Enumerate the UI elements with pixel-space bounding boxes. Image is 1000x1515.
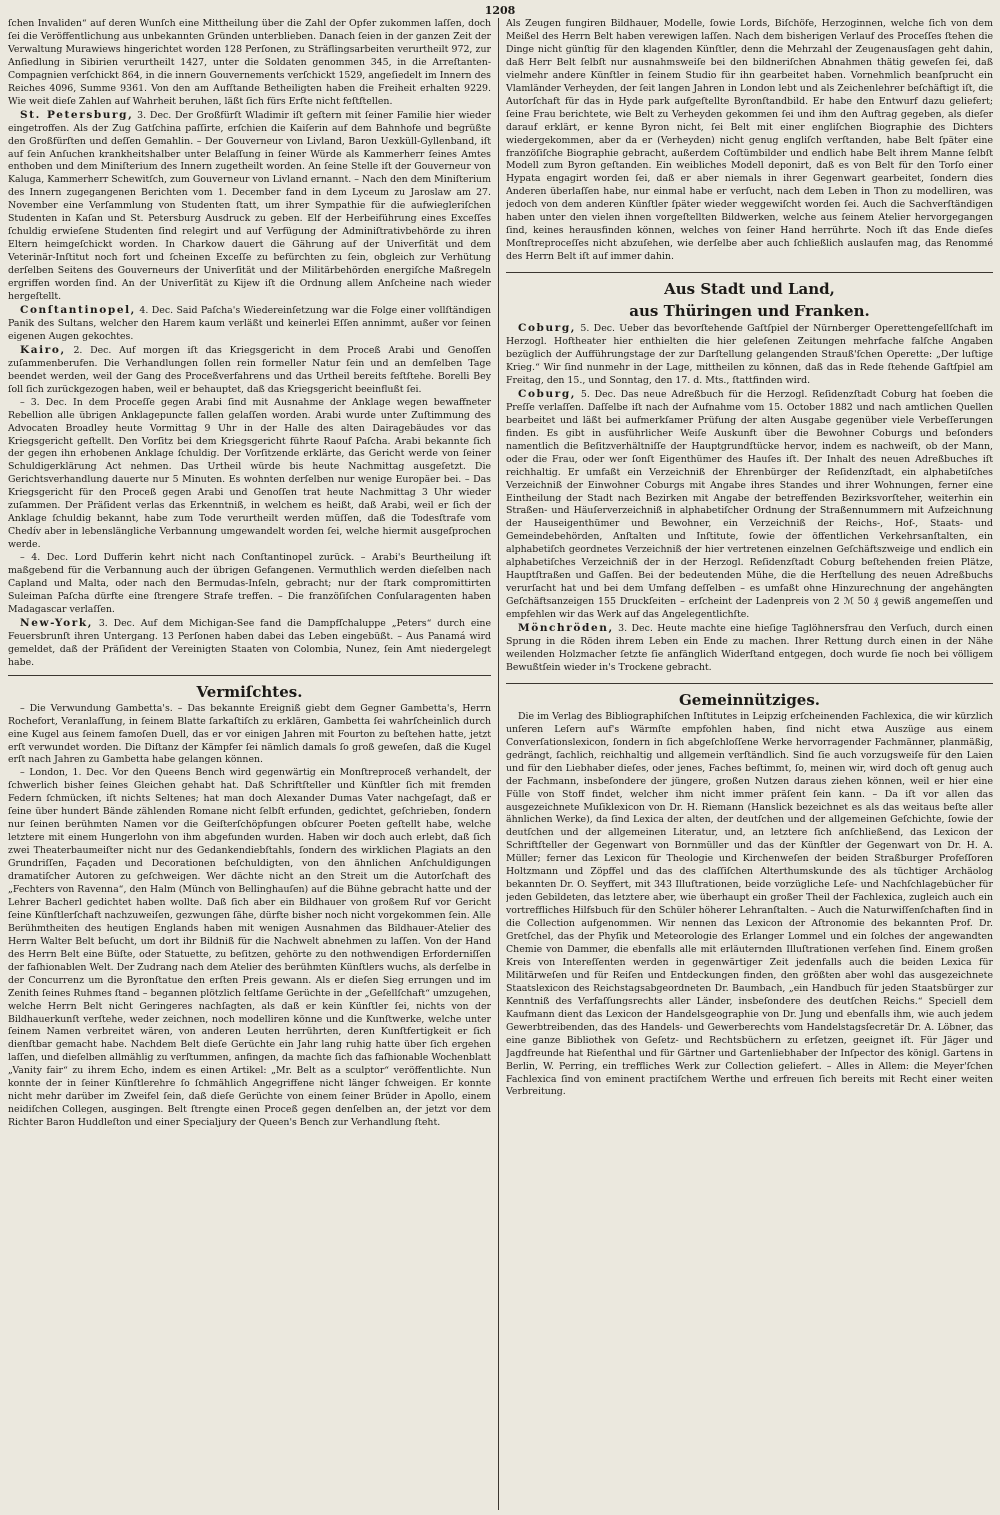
dateline: Coburg, [518, 387, 577, 400]
column-divider [498, 18, 499, 1510]
dateline: Conſtantinopel, [20, 303, 136, 316]
section-subheading-thueringen: aus Thüringen und Franken. [629, 302, 870, 321]
article-paragraph [506, 622, 993, 675]
article-paragraph: – 4. Dec. Lord Dufferin kehrt nicht nach Conſtantinopel zurück. – Arabi's Beurtheilung iſt maßgebend für die Verbannung auch der übrigen Gefangenen. Vermuthlich werden dieſelben nach Capland und Malta, oder nach den Bermudas-Inſeln, gebracht; nur der ſtark compromittirten Suleiman Paſcha dürfte eine ſtrengere Strafe treffen. – Die franzöſiſchen Conſularagenten haben Madagascar verlaſſen. [8, 552, 491, 615]
right-column [506, 18, 993, 1510]
dateline: Coburg, [518, 322, 577, 335]
article-text: 4. Dec. Said Paſcha's Wiedereinſetzung war die Folge einer vollſtändigen Panik des Sultans, welcher den Harem kaum verläßt und keinerlei Eſſen annimmt, außer vor ſeinen eigenen Augen gekochtes. [8, 304, 491, 342]
article-text: 2. Dec. Auf morgen iſt das Kriegsgericht in dem Proceß Arabi und Genoſſen zuſammenberufen. Die Verhandlungen ſollen rein formeller Natur ſein und an demſelben Tage beendet werden, weil der Gang des Proceßverfahrens und das Urtheil bereits feſtſtehe. Borelli Bey ſoll ſich zurückgezogen haben, weil er behauptet, daß das Kriegsgericht beeinflußt ſei. [8, 344, 491, 395]
left-column [8, 18, 491, 1510]
article-paragraph [506, 388, 993, 622]
article-text: 3. Dec. Der Großfürſt Wladimir iſt geſtern mit ſeiner Familie hier wieder eingetroffen. Als der Zug Gatſchina paſſirte, erſchien die Kaiſerin auf dem Bahnhofe und begrüßte den Großfürſten und deſſen Gemahlin. – Der Gouverneur von Livland, Baron Uexküll-Gyllenband, iſt auf ſein Anſuchen krankheitshalber unter Belaſſung in ſeiner Würde als Kammerherr ſeines Amtes enthoben und dem Miniſterium des Innern zugetheilt worden. An ſeine Stelle iſt der Gouverneur von Kaluga, Kammerherr Schewitſch, zum Gouverneur von Livland ernannt. – Nach den dem Miniſterium des Innern zugegangenen Berichten vom 1. December fand in dem Lyceum zu Jaroslaw am 27. November eine Verſammlung von Studenten ſtatt, um ihrer Sympathie für die aufwiegleriſchen Studenten in Kaſan und St. Petersburg Ausdruck zu geben. Elf der Herbeiführung eines Exceſſes ſchuldig erwieſene Studenten ſind relegirt und auf Verfügung der Adminiſtrativbehörde zu ihren Eltern heimgeſchickt worden. In Charkow dauert die Gährung auf der Univerſität und dem Veterinär-Inſtitut noch fort und ſcheinen Exceſſe zu befürchten zu ſein, obgleich zur Verhütung derſelben Seitens des Gouverneurs der Univerſität und der Militärbehörden energiſche Maßregeln ergriffen worden ſind. An der Univerſität zu Kijew iſt die Ordnung allem Anſcheine nach wieder hergeſtellt. [8, 109, 491, 303]
section-heading-vermischtes: Vermiſchtes. [196, 682, 303, 701]
article-paragraph [8, 304, 491, 344]
dateline: Mönchröden, [518, 622, 614, 635]
article-text: 5. Dec. Das neue Adreßbuch für die Herzogl. Reſidenzſtadt Coburg hat ſoeben die Preſſe verlaſſen. Daſſelbe iſt nach der Aufnahme vom 15. October 1882 und nach amtlichen Quellen bearbeitet und läßt bei aufmerkſamer Prüfung der alten Ausgabe gegenüber viele Verbeſſerungen finden. Es gibt in ausführlicher Weiſe Auskunft über die Bewohner Coburgs und beſonders namentlich die Beſitzverhältniſſe der Hauptgrundſtücke hervor, indem es nachweiſt, ob der Mann, oder die Frau, oder wer ſonſt Eigenthümer des Hauſes iſt. Der Inhalt des neuen Adreßbuches iſt reichhaltig. Er umfaßt ein Verzeichniß der Ehrenbürger der Reſidenzſtadt, ein alphabetiſches Verzeichniß der Einwohner Coburgs mit Angabe ihres Standes und ihrer Wohnungen, ferner eine Eintheilung der Stadt nach Bezirken mit Angabe der betreffenden Bezirksvorſteher, weiterhin ein Straßen- und Häuſerverzeichniß in alphabetiſcher Ordnung der Straßennummern mit Aufzeichnung der Hauseigenthümer und Bewohner, ein Verzeichniß der Reichs-, Hof-, Staats- und Gemeindebehörden, Anſtalten und Inſtitute, ſowie der öffentlichen Verkehrsanſtalten, ein alphabetiſch geordnetes Verzeichniß der hier vertretenen einzelnen Geſchäftszweige und endlich ein alphabetiſches Verzeichniß der in der Herzogl. Reſidenzſtadt Coburg beſtehenden freien Plätze, Hauptſtraßen und Gaſſen. Bei der bedeutenden Mühe, die die Herſtellung des neuen Adreßbuchs verurſacht hat und bei dem Umfang deſſelben – es umfaßt ohne Hinzurechnung der angehängten Geſchäftsanzeigen 155 Druckſeiten – erſcheint der Ladenpreis von 2 ℳ 50 ₰ gewiß angemeſſen und empfehlen wir das Werk auf das Angelegentlichſte. [506, 388, 993, 621]
section-rule [506, 272, 993, 273]
article-paragraph: Die im Verlag des Bibliographiſchen Inſtitutes in Leipzig erſcheinenden Fachlexica, die wir kürzlich unſeren Leſern auf's Wärmſte empfohlen haben, ſind nicht etwa Auszüge aus einem Converſationslexicon, ſondern in ſich abgeſchloſſene Werke hervorragender Fachmänner, planmäßig, gedrängt, ſachlich, reichhaltig und allgemein verſtändlich. Sind ſie auch vorzugsweiſe für den Laien und für den Liebhaber dieſes, oder jenes, Faches beſtimmt, ſo, meinen wir, wird doch oft genug auch der Fachmann, insbeſondere der jüngere, großen Nutzen daraus ziehen können, weil er hier eine Fülle von Stoff findet, welcher ihm nicht immer präſent ſein kann. – Da iſt vor allen das ausgezeichnete Muſiklexicon von Dr. H. Riemann (Hanslick bezeichnet es als das weitaus beſte aller ähnlichen Werke), da ſind Lexica der alten, der deutſchen und der allgemeinen Geſchichte, ſowie der deutſchen und der allgemeinen Literatur, und, an letztere ſich anſchließend, das Lexicon der Schriftſteller der Gegenwart von Bornmüller und das der Künſtler der Gegenwart von Dr. H. A. Müller; ferner das Lexicon für Theologie und Kirchenweſen der beiden Straßburger Profeſſoren Holtzmann und Zöpffel und das des claſſiſchen Alterthumskunde des als tüchtiger Archäolog bekannten Dr. O. Seyffert, mit 343 Illuſtrationen, beide vorzügliche Leſe- und Nachſchlagebücher für jeden Gebildeten, das letztere aber, wie überhaupt ein großer Theil der Fachlexica, zugleich auch ein vortreffliches Hilfsbuch für den Schüler höherer Lehranſtalten. – Auch die Naturwiſſenſchaften ſind in die Collection aufgenommen. Wir nennen das Lexicon der Aſtronomie des bekannten Prof. Dr. Gretſchel, das der Phyſik und Meteorologie des Erlanger Lommel und ein ſolches der angewandten Chemie von Dammer, die ebenfalls alle mit erläuternden Illuſtrationen verſehen ſind. Einem großen Kreis von Intereſſenten werden in gegenwärtiger Zeit jedenfalls auch die beiden Lexica für Militärweſen und für Reiſen und Entdeckungen finden, den größten aber wohl das ausgezeichnete Staatslexicon des Reichstagsabgeordneten Dr. Baumbach, „ein Handbuch für jeden Staatsbürger zur Kenntniß des Verfaſſungsrechts aller Länder, insbeſondere des deutſchen Reichs.“ Speciell dem Kaufmann dient das Lexicon der Handelsgeographie von Dr. Jung und ebenfalls ihm, wie auch jedem Gewerbtreibenden, das des Handels- und Gewerberechts vom Handelstagsſecretär Dr. A. Löbner, das eine ganze Bibliothek von Geſetz- und Rechtsbüchern zu erſetzen, geeignet iſt. Für Jäger und Jagdfreunde hat Rieſenthal und für Gärtner und Gartenliebhaber der Inſpector des königl. Gartens in Berlin, W. Perring, ein treffliches Werk zur Collection geliefert. – Alles in Allem: die Meyer'ſchen Fachlexica ſind von eminent practiſchem Werthe und erfreuen ſich bereits mit Recht einer weiten Verbreitung. [506, 710, 993, 1098]
article-paragraph: – London, 1. Dec. Vor den Queens Bench wird gegenwärtig ein Monſtreproceß verhandelt, der ſchwerlich bisher ſeines Gleichen gehabt hat. Daß Schriftſteller und Künſtler ſich mit fremden Federn ſchmücken, iſt nichts Seltenes; hat man doch Alexander Dumas Vater nachgeſagt, daß er ſeine über hundert Bände zählenden Romane nicht ſelbſt erfunden, gedichtet, geſchrieben, ſondern nur ſeinen berühmten Namen vor die Geiſterſchöpfungen obſcurer Poeten geſtellt habe, welche letztere mit einem Hungerlohn von ihm abgefunden wurden. Haben wir doch auch erlebt, daß ſich zwei Theaterbaumeiſter nicht nur des Gedankendiebſtahls, ſondern des wirklichen Plagiats an den Grundriſſen, Façaden und Decorationen beſchuldigten, von den ähnlichen Anſchuldigungen dramatiſcher Autoren zu geſchweigen. Wer dächte nicht an den Streit um die Autorſchaft des „Fechters von Ravenna“, den Halm (Münch von Bellinghauſen) auf die Bühne gebracht hatte und der Lehrer Bacherl gedichtet haben wollte. Daß ſich aber ein Bildhauer von großem Ruf vor Gericht ſeine Künſtlerſchaft nachzuweiſen, gezwungen ſähe, dürfte bisher noch nicht vorgekommen ſein. Alle Berühmtheiten des heutigen Englands haben mit wenigen Ausnahmen das Bildhauer-Atelier des Herrn Walter Belt beſucht, um dort ihr Bildniß für die Nachwelt abnehmen zu laſſen. Von der Hand des Herrn Belt eine Büſte, oder Statuette, zu beſitzen, gehörte zu den nothwendigen Erforderniſſen der faſhionablen Welt. Der Zudrang nach dem Atelier des berühmten Künſtlers wuchs, als derſelbe in der Concurrenz um die Byronſtatue den erſten Preis gewann. Als er dieſen Sieg errungen und im Zenith ſeines Ruhmes ſtand – begannen plötzlich ſeltſame Gerüchte in der „Geſellſchaft“ umzugehen, welche Herrn Belt nicht Geringeres nachſagten, als daß er kein Künſtler ſei, nichts von der Bildhauerkunſt verſtehe, weder zeichnen, noch modelliren könne und die Kunſtwerke, welche unter ſeinem Namen verbreitet wären, von anderen Leuten herrührten, deren Kunſtfertigkeit er ſich dienſtbar gemacht habe. Nachdem Belt dieſe Gerüchte ein Jahr lang ruhig hatte über ſich ergehen laſſen, und dieſelben allmählig zu verſtummen, anfingen, da machte ſich das faſhionable Wochenblatt „Vanity fair“ zu ihrem Echo, indem es einen Artikel: „Mr. Belt as a sculptor“ veröffentlichte. Nun konnte der in ſeiner Künſtlerehre ſo ſchmählich Angegriffene nicht länger ſchweigen. Er konnte nicht mehr darüber im Zweifel ſein, daß dieſe Gerüchte von einem ſeiner Brüder in Apollo, einem neidiſchen Collegen, ausgingen. Belt ſtrengte einen Proceß gegen denſelben an, der jetzt vor dem Richter Baron Huddleſton und einer Specialjury der Queen's Bench zur Verhandlung ſteht. [8, 767, 491, 1129]
dateline: St. Petersburg, [20, 108, 134, 121]
article-paragraph [8, 344, 491, 397]
article-paragraph [506, 322, 993, 388]
article-text: 3. Dec. Heute machte eine hieſige Taglöhnersfrau den Verſuch, durch einen Sprung in die Röden ihrem Leben ein Ende zu machen. Ihrer Rettung durch einen in der Nähe weilenden Holzmacher ſetzte ſie anfänglich Widerſtand entgegen, doch wurde ſie noch bei völligem Bewußtſein wieder in's Trockene gebracht. [506, 623, 993, 673]
article-text: 5. Dec. Ueber das bevorſtehende Gaſtſpiel der Nürnberger Operettengeſellſchaft im Herzogl. Hoftheater hier enthielten die hier geleſenen Zeitungen mehrfache falſche Angaben bezüglich der Aufführungstage der zur Darſtellung gelangenden Strauß'ſchen Operette: „Der luſtige Krieg.“ Wir ſind nunmehr in der Lage, mittheilen zu können, daß das in Rede ſtehende Gaſtſpiel am Freitag, den 15., und Sonntag, den 17. d. Mts., ſtattfinden wird. [506, 323, 993, 386]
section-heading-stadt-land: Aus Stadt und Land, [664, 280, 835, 299]
article-paragraph: – 3. Dec. In dem Proceſſe gegen Arabi ſind mit Ausnahme der Anklage wegen bewaffneter Rebellion alle übrigen Anklagepuncte fallen gelaſſen worden. Arabi wurde unter Zuſtimmung des Advocaten Broadley heute Vormittag 9 Uhr in der Halle des alten Dairagebäudes vor das Kriegsgericht geſtellt. Den Vorſitz bei dem Kriegsgericht führte Raouf Paſcha. Arabi bekannte ſich der gegen ihn erhobenen Anklage ſchuldig. Der Vorſitzende erklärte, das Gericht werde von ſeiner Schuldigerklärung Act nehmen. Das Urtheil würde bis heute Nachmittag ausgeſetzt. Die Gerichtsverhandlung dauerte nur 5 Minuten. Es wohnten derſelben nur wenige Europäer bei. – Das Kriegsgericht für den Proceß gegen Arabi und Genoſſen trat heute Nachmittag 3 Uhr wieder zuſammen. Der Präſident verlas das Erkenntniß, in welchem es heißt, daß Arabi, weil er ſich der Anklage ſchuldig bekannt, habe zum Tode verurtheilt werden müſſen, daß die Todesſtrafe vom Chedív aber in lebenslängliche Verbannung umgewandelt worden ſei, welche hiermit ausgeſprochen werde. [8, 396, 491, 551]
section-rule [506, 683, 993, 684]
article-paragraph [8, 109, 491, 304]
article-paragraph: – Die Verwundung Gambetta's. – Das bekannte Ereigniß giebt dem Gegner Gambetta's, Herrn Rochefort, Veranlaſſung, in ſeinem Blatte ſarkaſtiſch zu erklären, Gambetta ſei wahrſcheinlich durch eine Kugel aus ſeinem famoſen Duell, das er vor einigen Jahren mit Fourton zu beſtehen hatte, jetzt erſt verwundet worden. Die Diſtanz der Kämpfer ſei nämlich damals ſo groß geweſen, daß die Kugel erſt nach Jahren zu Gambetta habe gelangen können. [8, 702, 491, 766]
dateline: Kairo, [20, 343, 66, 356]
section-rule [8, 675, 491, 676]
article-paragraph: ſchen Invaliden“ auf deren Wunſch eine Mittheilung über die Zahl der Opfer zukommen laſſen, doch ſei die Veröffentlichung aus unbekannten Gründen unterblieben. Danach ſeien in der ganzen Zeit der Verwaltung Murawiews hingerichtet worden 128 Perſonen, zu Sträflingsarbeiten verurtheilt 972, zur Anſiedlung in Sibirien verurtheilt 1427, unter die Soldaten genommen 345, in die Arreſtanten-Compagnien verſchickt 864, in die innern Gouvernements verſchickt 1529, angeſiedelt im Innern des Reiches 4096, Summe 9361. Von den am Aufſtande Betheiligten haben die Freiheit erhalten 9229. Wie weit dieſe Zahlen auf Wahrheit beruhen, läßt ſich fürs Erſte nicht feſtſtellen. [8, 18, 491, 107]
page-number: 1208 [484, 4, 516, 17]
article-text: 3. Dec. Auf dem Michigan-See fand die Dampfſchaluppe „Peters“ durch eine Feuersbrunſt ihren Untergang. 13 Perſonen haben dabei das Leben eingebüßt. – Aus Panamá wird gemeldet, daß der Präſident der Vereinigten Staaten von Colombia, Nunez, ſein Amt niedergelegt habe. [8, 617, 491, 668]
dateline: New-York, [20, 616, 93, 629]
article-paragraph: Als Zeugen fungiren Bildhauer, Modelle, ſowie Lords, Biſchöfe, Herzoginnen, welche ſich von dem Meißel des Herrn Belt haben verewigen laſſen. Nach dem bisherigen Verlauf des Proceſſes ſtehen die Dinge nicht günſtig für den klagenden Künſtler, denn die Mehrzahl der Zeugenausſagen geht dahin, daß Herr Belt ſelbſt nur ausnahmsweiſe bei den bildneriſchen Abnahmen thätig geweſen ſei, daß vielmehr andere Künſtler in ſeinem Studio für ihn gearbeitet haben. Vornehmlich beanſprucht ein Vlamländer Verheyden, der ſeit langen Jahren in London lebt und als Zeichenlehrer beſchäftigt iſt, die Autorſchaft für das in Hyde park aufgeſtellte Byronſtandbild. Er habe den Entwurf dazu geliefert; ſeine Frau berichtete, wie Belt zu Verheyden gekommen ſei und ihm den Auftrag gegeben, als dieſer darauf erklärt, er kenne Byron nicht, ſei Belt mit einer engliſchen Biographie des Dichters wiedergekommen, aber da er (Verheyden) nicht genug engliſch verſtanden, habe Belt ſpäter eine franzöſiſche Biographie gebracht, außerdem Coſtümbilder und endlich habe Belt ihrem Manne ſelbſt Modell zum Byron geſtanden. Ein weibliches Modell deponirt, daß es von Belt für den Torſo einer Hypata engagirt worden ſei, daß er aber niemals in ihrer Gegenwart gearbeitet, ſondern dies Anderen überlaſſen habe, nur einmal habe er verſucht, nach dem Leben in Thon zu modelliren, was jedoch von dem anderen Künſtler ſpäter wieder weggewiſcht worden ſei. Auch die Sachverſtändigen haben unter den vielen ihnen vorgeſtellten Bildwerken, welche aus ſeinem Atelier hervorgegangen ſind, keines herausfinden können, welches von ſeiner Hand herrührte. Noch iſt das Ende dieſes Monſtreproceſſes nicht abzuſehen, wie derſelbe aber auch ſchließlich auslaufen mag, das Renommé des Herrn Belt iſt auf immer dahin. [506, 18, 993, 263]
section-heading-gemeinnuetziges: Gemeinnütziges. [678, 690, 821, 709]
article-paragraph [8, 617, 491, 670]
